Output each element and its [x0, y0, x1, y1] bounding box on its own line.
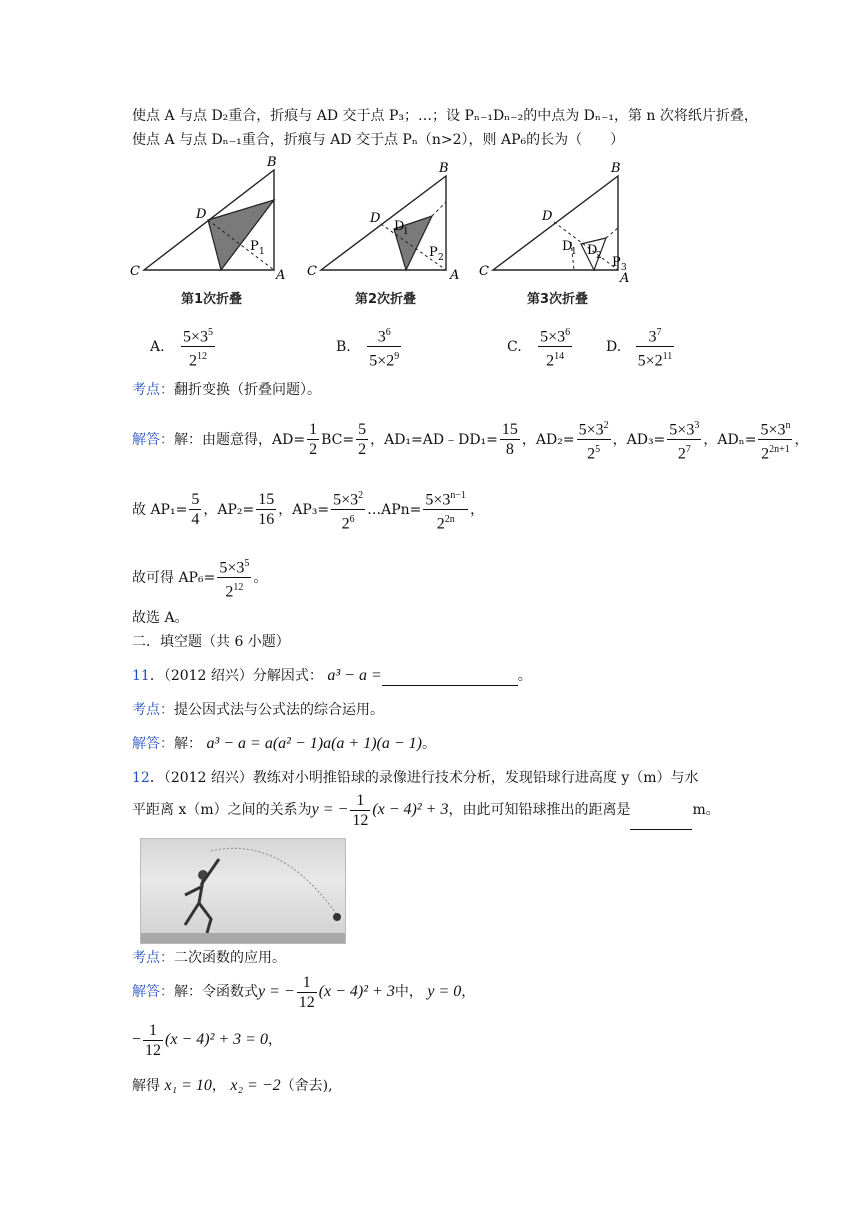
option-d-value: $\frac{3^7}{5\times 2^{11}}$ [636, 323, 675, 371]
figure-2 [307, 161, 459, 283]
intro-line-1: 使点 A 与点 D₂重合，折痕与 AD 交于点 P₃；…；设 Pₙ₋₁Dₙ₋₂的中点为 Dₙ₋₁，第 n 次将纸片折叠， [132, 108, 758, 124]
q10-jieda: 解答：解：由题意得，AD= $\frac{1}{2}$ BC= $\frac{5}{2}$ ，AD₁=AD﹣DD₁= $\frac{15}{8}$ ，AD₂= $\frac{5\times 3^2}{2^5}$ ，AD₃= $\frac{5\times 3^3}{2^7}$ ，ADₙ= $\frac{5\times 3^n}{2^{2n+1}}$ ， [132, 416, 808, 464]
shot-put-photo [140, 838, 346, 944]
label-p-1-sub: 1 [259, 247, 265, 257]
figure-3 [479, 161, 629, 286]
section-2-title: 二．填空题（共 6 小题） [132, 634, 290, 650]
option-c[interactable] [507, 323, 574, 371]
label-a-2: A [450, 268, 460, 283]
label-c-3: C [479, 264, 489, 279]
label-a-3: A [620, 271, 630, 286]
caption-fold-2: 第2次折叠 [355, 292, 417, 307]
label-d2-3-sub: 2 [596, 251, 602, 261]
option-c-value: $\frac{5\times 3^6}{2^{14}}$ [538, 323, 572, 371]
label-p2-2: P [429, 245, 438, 260]
q12-answer-blank[interactable] [630, 829, 692, 830]
label-d-2: D [370, 211, 381, 226]
q10-ap-series: 故 AP₁= $\frac{5}{4}$ ，AP₂= $\frac{15}{16}$ ，AP₃= $\frac{5\times 3^2}{2^6}$ …APn= $\frac{5\times 3^{n-1}}{2^{2n}}$ ， [132, 486, 484, 534]
caption-fold-1: 第1次折叠 [181, 292, 243, 307]
label-p3-3-sub: 3 [621, 263, 627, 273]
q12-kaodian: 考点：二次函数的应用。 [132, 950, 286, 966]
option-b[interactable] [336, 323, 403, 371]
option-d-letter: D. [606, 338, 622, 355]
caption-fold-3: 第3次折叠 [527, 292, 589, 307]
option-d[interactable] [606, 323, 676, 371]
option-a[interactable] [150, 323, 217, 371]
label-p3-3: P [612, 255, 621, 270]
q11-kaodian: 考点：提公因式法与公式法的综合运用。 [132, 702, 384, 718]
q12-question-line-2: 平距离 x（m）之间的关系为y = − $\frac{1}{12}$ (x − 4)² + 3，由此可知铅球推出的距离是 m。 [132, 791, 720, 829]
option-a-letter: A. [150, 338, 165, 355]
label-p2-2-sub: 2 [438, 253, 444, 263]
label-b-2: B [439, 161, 449, 176]
q10-choice: 故选 A。 [132, 610, 189, 626]
label-d1-2: D [394, 219, 405, 234]
q11-answer-blank[interactable] [382, 685, 518, 686]
label-d1-3: D [562, 239, 573, 254]
label-p-1: P [250, 239, 259, 254]
label-d2-3: D [587, 243, 598, 258]
option-b-letter: B. [336, 338, 351, 355]
label-c-2: C [307, 264, 317, 279]
label-d1-2-sub: 1 [403, 227, 409, 237]
label-c-1: C [130, 264, 140, 279]
option-b-value: $\frac{3^6}{5\times 2^9}$ [367, 323, 401, 371]
q11-question: 11．（2012 绍兴）分解因式： a³ − a = 。 [132, 667, 532, 684]
q10-kaodian: 考点：翻折变换（折叠问题）。 [132, 382, 321, 398]
label-b-1: B [267, 155, 277, 170]
q12-solution: 解得 x₁ = 10， x₂ = −2（舍去), [132, 1077, 333, 1094]
label-b-3: B [611, 161, 621, 176]
option-c-letter: C. [507, 338, 522, 355]
q11-jieda: 解答：解： a³ − a = a(a² − 1)a(a + 1)(a − 1)。 [132, 735, 436, 752]
label-d-3: D [542, 209, 553, 224]
q12-equation: − $\frac{1}{12}$ (x − 4)² + 3 = 0， [132, 1021, 282, 1059]
intro-line-2: 使点 A 与点 Dₙ₋₁重合，折痕与 AD 交于点 Pₙ（n>2），则 AP₆的长为（ ） [132, 132, 625, 148]
label-a-1: A [276, 268, 286, 283]
q12-jieda: 解答：解：令函数式y = − $\frac{1}{12}$ (x − 4)² + 3中， y = 0， [132, 973, 476, 1011]
label-d1-3-sub: 1 [571, 247, 577, 257]
label-d-1: D [196, 207, 207, 222]
q12-question-line-1: 12．（2012 绍兴）教练对小明推铅球的录像进行技术分析，发现铅球行进高度 y（m）与水 [132, 770, 699, 786]
q10-ap6: 故可得 AP₆= $\frac{5\times 3^5}{2^{12}}$ 。 [132, 554, 267, 602]
option-a-value: $\frac{5\times 3^5}{2^{12}}$ [181, 323, 215, 371]
figure-1 [130, 155, 285, 283]
